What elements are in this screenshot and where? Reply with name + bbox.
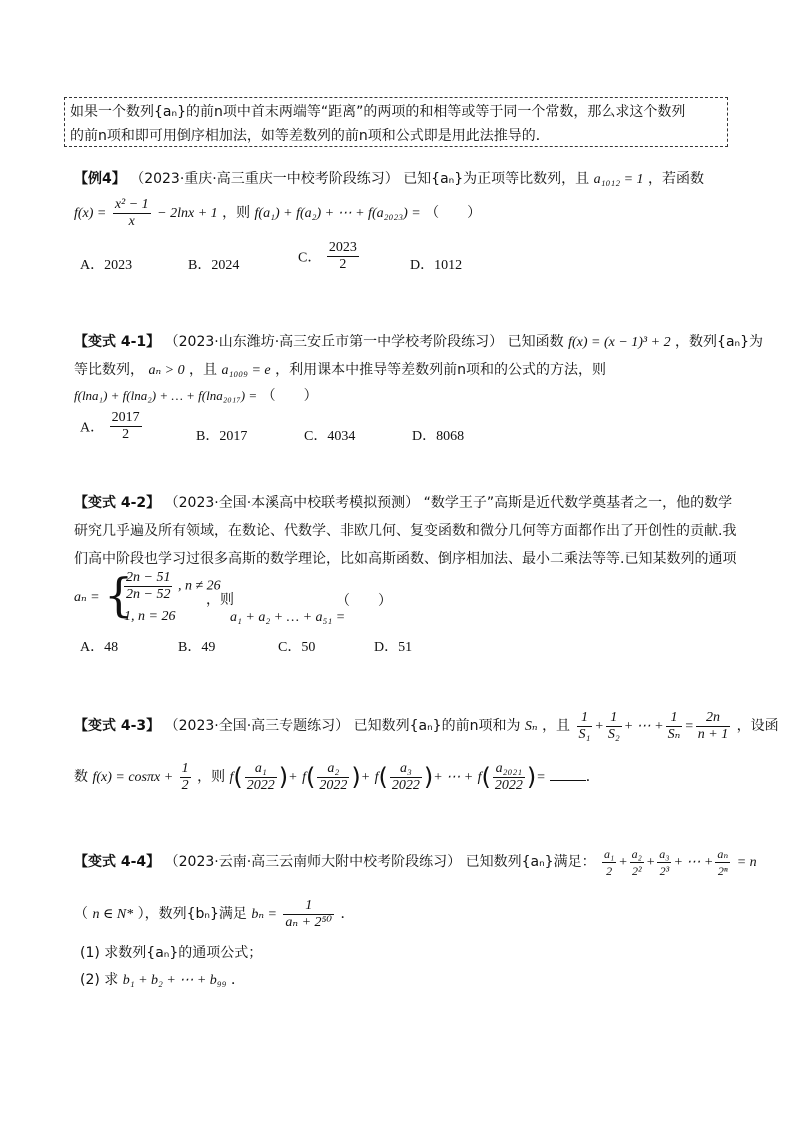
v42-an: aₙ = bbox=[74, 590, 100, 605]
v44-term-1-num: a₁ bbox=[604, 846, 615, 861]
v42-option-b: B．49 bbox=[178, 640, 216, 655]
v42-line-1 bbox=[74, 494, 732, 512]
v44-nset: n ∈ N* bbox=[92, 907, 134, 922]
ex4-option-d: D．1012 bbox=[410, 258, 463, 273]
v42-line-3: 们高中阶段也学习过很多高斯的数学理论，比如高斯函数、倒序相加法、最小二乘法等等.已知某数列的通项 bbox=[74, 551, 737, 567]
v43-arg-3-den: 2022 bbox=[391, 777, 420, 793]
ex4-source: （2023·重庆·高三重庆一中校考阶段练习） bbox=[130, 171, 399, 187]
v41-func: f(x) = (x − 1)³ + 2 bbox=[568, 335, 671, 350]
v43-arg-2-num: a₂ bbox=[317, 761, 349, 778]
v44-term-3-den: 2³ bbox=[659, 863, 670, 878]
v43-arg-4-den: 2022 bbox=[494, 777, 523, 793]
v43-arg-3 bbox=[390, 761, 422, 794]
v41-option-a-den: 2 bbox=[122, 427, 130, 442]
v43-f-4: f bbox=[477, 770, 482, 785]
v43-sn: Sₙ bbox=[524, 719, 538, 734]
v43-label: 【变式 4-3】 bbox=[74, 718, 161, 734]
v43-end: ． bbox=[585, 769, 600, 785]
v42-label: 【变式 4-2】 bbox=[74, 495, 161, 511]
v44-line-1: 【变式 4-4】 （2023·云南·高三云南师大附中校考阶段练习） 已知数列{aₙ}满足： $\frac{\text{a₁}}{2}$ + $\frac{\text{a₂}}{\text{2²}}$ + $\frac{\text{a₃}}{\text{2³}}$ + ⋯ + $\frac{\text{aₙ}}{\text{2ⁿ}}$ = n bbox=[74, 846, 757, 878]
v43-line-2a: 数 bbox=[74, 769, 88, 785]
v42-option-c: C．50 bbox=[278, 640, 316, 655]
ex4-text-2: ，若函数 bbox=[648, 171, 704, 187]
ex4-line-1 bbox=[74, 170, 704, 189]
ex4-func-num: x² − 1 bbox=[114, 196, 149, 212]
v42-line-2: 研究几乎遍及所有领域，在数论、代数学、非欧几何、复变函数和微分几何等方面都作出了开创性的贡献.我 bbox=[74, 523, 737, 539]
ex4-paren: （ ） bbox=[425, 205, 482, 221]
v43-arg-1-num: a₁ bbox=[245, 761, 277, 778]
v43-rhs-den: n + 1 bbox=[697, 726, 729, 742]
v42-option-d: D．51 bbox=[374, 640, 413, 655]
v42-case-2: 1, n = 26 bbox=[124, 609, 176, 624]
v41-line-3 bbox=[74, 387, 318, 405]
v41-text-2: ，数列{aₙ}为 bbox=[675, 334, 764, 350]
v44-term-3-num: a₃ bbox=[659, 846, 670, 861]
v41-line-1 bbox=[74, 333, 763, 352]
v42-source: （2023·全国·本溪高中校联考模拟预测） bbox=[164, 495, 420, 511]
v44-term-n-den: 2ⁿ bbox=[717, 863, 728, 878]
v42-sum: a₁ + a₂ + … + a₅₁ = bbox=[230, 610, 346, 625]
v44-bn: bₙ = bbox=[251, 907, 277, 922]
v44-term-2 bbox=[630, 846, 644, 879]
ex4-condition: a₁₀₁₂ = 1 bbox=[593, 172, 644, 187]
ex4-option-a: A．2023 bbox=[80, 258, 133, 273]
ex4-func-lhs: f(x) = bbox=[74, 206, 107, 221]
ex4-func-fraction bbox=[113, 197, 151, 230]
v43-source: （2023·全国·高三专题练习） bbox=[164, 718, 350, 734]
ex4-sum: f(a₁) + f(a₂) + ⋯ + f(a₂₀₂₃) = bbox=[254, 206, 421, 221]
v42-case-1-num: 2n − 51 bbox=[126, 570, 171, 585]
v44-question-2-sum: b₁ + b₂ + ⋯ + b₉₉ bbox=[122, 973, 227, 988]
v41-paren: （ ） bbox=[261, 388, 318, 404]
v43-half bbox=[180, 761, 191, 794]
v43-arg-4-num: a₂₀₂₁ bbox=[493, 761, 525, 778]
v44-line-2b: ），数列{bₙ}满足 bbox=[137, 906, 247, 922]
v42-case-1-fraction bbox=[124, 570, 172, 603]
v41-option-d: D．8068 bbox=[412, 429, 465, 444]
ex4-option-c-label: C． bbox=[298, 250, 322, 266]
tip-line-2: 的前n项和即可用倒序相加法，如等差数列的前n项和公式即是用此法推导的． bbox=[70, 128, 550, 144]
v44-term-1-den: 2 bbox=[606, 863, 613, 878]
v43-term-2 bbox=[606, 710, 622, 743]
ex4-label: 【例4】 bbox=[74, 171, 126, 187]
v41-line-2c: ，利用课本中推导等差数列前n项和的公式的方法，则 bbox=[275, 362, 606, 378]
ex4-option-c-num: 2023 bbox=[328, 240, 357, 255]
v43-arg-2 bbox=[317, 761, 349, 794]
v42-paren: （ ） bbox=[336, 593, 392, 609]
v42-case-1-den: 2n − 52 bbox=[126, 587, 171, 602]
v41-option-b: B．2017 bbox=[196, 429, 248, 444]
v43-term-1 bbox=[577, 710, 593, 743]
ex4-line-2 bbox=[74, 196, 481, 231]
v43-term-n bbox=[666, 710, 683, 743]
v44-line-2a: （ bbox=[74, 906, 88, 922]
v43-half-num: 1 bbox=[181, 760, 189, 776]
v43-term-n-num: 1 bbox=[666, 710, 683, 727]
ex4-option-c-fraction bbox=[327, 240, 359, 273]
v43-arg-3-num: a₃ bbox=[390, 761, 422, 778]
v42-option-a: A．48 bbox=[80, 640, 119, 655]
v43-answer-blank bbox=[550, 780, 586, 781]
v43-line-2: 数 f(x) = cosπx + $\frac{1}{2}$ ，则 f( $\frac{\text{a₁}}{2022}$ )+ f( $\frac{\text{a₂}}{2022}$ )+ f( $\frac{\text{a₃}}{2022}$ )+ ⋯ + f( $\frac{\text{a₂₀₂₁}}{2022}$ )= ． bbox=[74, 760, 600, 793]
v44-question-2 bbox=[80, 971, 245, 990]
v43-f-1: f bbox=[229, 770, 234, 785]
v43-text-3: ，设函 bbox=[736, 718, 779, 734]
v43-arg-2-den: 2022 bbox=[319, 777, 348, 793]
v41-line-2 bbox=[74, 361, 606, 380]
v44-question-2-end: ． bbox=[231, 972, 245, 988]
v43-text-1: 已知数列{aₙ}的前n项和为 bbox=[353, 718, 521, 734]
v44-line-2 bbox=[74, 896, 354, 933]
v43-term-2-den: S₂ bbox=[607, 726, 620, 742]
v44-term-n bbox=[715, 846, 730, 879]
v41-source: （2023·山东潍坊·高三安丘市第一中学校考阶段练习） bbox=[164, 334, 504, 350]
v41-option-a-label: A． bbox=[80, 420, 105, 436]
v44-term-2-num: a₂ bbox=[631, 846, 642, 861]
v43-term-2-num: 1 bbox=[606, 710, 622, 727]
v41-cond-1: aₙ > 0 bbox=[148, 363, 185, 378]
v41-option-a bbox=[80, 410, 144, 443]
v41-label: 【变式 4-1】 bbox=[74, 334, 161, 350]
ex4-func-rest: − 2lnx + 1 bbox=[157, 206, 218, 221]
v43-f-2: f bbox=[302, 770, 306, 785]
v44-line-2c: ． bbox=[340, 906, 355, 922]
v41-option-a-fraction bbox=[110, 410, 142, 443]
v42-case-1-cond: , n ≠ 26 bbox=[177, 578, 221, 594]
tip-line-1: 如果一个数列{aₙ}的前n项中首末两端等“距离”的两项的和相等或等于同一个常数，那么求这个数列 bbox=[70, 104, 686, 120]
v43-half-den: 2 bbox=[181, 777, 189, 793]
v41-option-a-num: 2017 bbox=[111, 410, 140, 425]
v44-question-2-label: (2) 求 bbox=[80, 972, 119, 988]
v44-term-n-num: aₙ bbox=[717, 846, 729, 861]
v43-term-1-num: 1 bbox=[577, 710, 593, 727]
v42-text-1: “数学王子”高斯是近代数学奠基者之一，他的数学 bbox=[423, 495, 733, 511]
v43-f-3: f bbox=[374, 770, 379, 785]
v43-arg-4 bbox=[493, 761, 525, 794]
v42-then: ，则 bbox=[206, 592, 234, 608]
v43-term-n-den: Sₙ bbox=[667, 726, 681, 742]
v44-source: （2023·云南·高三云南师大附中校考阶段练习） bbox=[164, 854, 462, 870]
v43-arg-1 bbox=[245, 761, 277, 794]
v43-arg-1-den: 2022 bbox=[246, 777, 275, 793]
v41-cond-2: a₁₀₀₉ = e bbox=[221, 363, 271, 378]
v43-func: f(x) = cosπx + bbox=[92, 770, 174, 785]
ex4-option-c bbox=[298, 240, 361, 273]
v44-label: 【变式 4-4】 bbox=[74, 854, 161, 870]
v44-bn-fraction bbox=[283, 898, 334, 931]
v41-sum: f(lna₁) + f(lna₂) + … + f(lna₂₀₁₇) = bbox=[74, 388, 258, 403]
ex4-option-c-den: 2 bbox=[339, 257, 347, 272]
v43-text-2: ，且 bbox=[542, 718, 571, 734]
v44-bn-den: aₙ + 2⁵⁰ bbox=[285, 914, 333, 930]
v42-brace: { bbox=[104, 568, 134, 622]
v44-question-1: (1) 求数列{aₙ}的通项公式； bbox=[80, 945, 263, 961]
v43-term-1-den: S₁ bbox=[578, 726, 591, 742]
v43-line-1: 【变式 4-3】 （2023·全国·高三专题练习） 已知数列{aₙ}的前n项和为 Sₙ ，且 $\frac{1}{\text{S₁}}$ + $\frac{1}{\text{S₂}}$ + ⋯ + $\frac{1}{\text{Sₙ}}$ = $\frac{2n}{n + 1}$ ，设函 bbox=[74, 709, 779, 742]
v41-line-2b: ，且 bbox=[189, 362, 218, 378]
ex4-option-b: B．2024 bbox=[188, 258, 240, 273]
v43-rhs-num: 2n bbox=[696, 710, 730, 727]
v41-line-2a: 等比数列， bbox=[74, 362, 144, 378]
v43-rhs bbox=[696, 710, 730, 743]
v44-eq-n: = n bbox=[736, 855, 757, 870]
ex4-text-1: 已知{aₙ}为正项等比数列，且 bbox=[403, 171, 590, 187]
v44-bn-num: 1 bbox=[283, 898, 334, 915]
v41-text-1: 已知函数 bbox=[507, 334, 564, 350]
ex4-func-den: x bbox=[128, 213, 135, 229]
v44-text-1: 已知数列{aₙ}满足： bbox=[465, 854, 596, 870]
v44-term-1 bbox=[602, 846, 616, 879]
v41-option-c: C．4034 bbox=[304, 429, 356, 444]
v44-term-3 bbox=[657, 846, 671, 879]
v43-then: ，则 bbox=[197, 769, 226, 785]
v44-term-2-den: 2² bbox=[631, 863, 642, 878]
ex4-then: ，则 bbox=[222, 205, 251, 221]
